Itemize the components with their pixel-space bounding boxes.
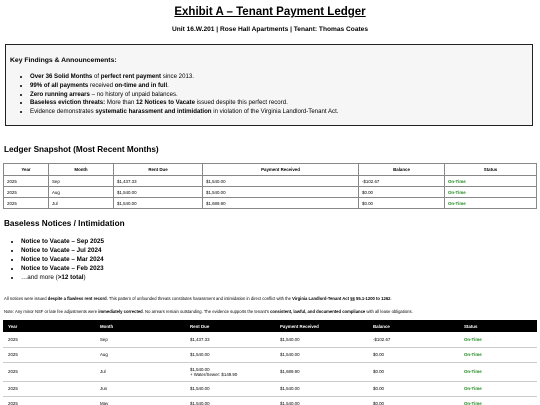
column-header: Payment Received: [280, 323, 319, 329]
cell-payment: $1,540.00: [275, 332, 368, 347]
cell-year: 2025: [3, 396, 95, 405]
cell-rent-due: $1,437.33: [185, 332, 275, 347]
finding-item: [30, 82, 338, 91]
page-subtitle: Unit 16.W.201 | Rose Hall Apartments | Tenant: Thomas Coates: [171, 26, 369, 33]
statement-text: . This pattern of unfounded threats constitutes harassment and intimidation in direct conflict with the: [106, 296, 293, 301]
statement-bold: despite a flawless rent record: [47, 296, 107, 301]
table-row: [3, 381, 537, 396]
cell-rent-due: $1,540.00: [185, 347, 275, 362]
column-header: Status: [445, 164, 537, 176]
note-text: Note: Any minor NSF or late fee adjustments were: [4, 309, 99, 314]
notice-item: • Notice to Vacate – Mar 2024: [21, 255, 104, 264]
table-row: [3, 396, 537, 405]
cell-month: Sep: [49, 176, 114, 187]
cell-balance: $0.00: [359, 198, 445, 209]
cell-balance: -$102.67: [368, 332, 459, 347]
cell-year: 2025: [4, 198, 49, 209]
cell-status: On-Time: [459, 347, 537, 362]
cell-month: Jul: [49, 198, 114, 209]
cell-rent-due: $1,540.00: [185, 381, 275, 396]
finding-bold: Over 36 Solid Months: [30, 73, 93, 80]
column-header: Month: [49, 164, 114, 176]
cell-month: May: [95, 396, 185, 405]
finding-item: [30, 91, 338, 100]
cell-status: On-Time: [459, 396, 537, 405]
findings-heading: Key Findings & Announcements:: [10, 57, 117, 64]
table-row: [4, 187, 537, 198]
finding-item: [30, 108, 338, 117]
statement-bold: Virginia Landlord-Tenant Act §§ 55.1-1200 to 1262: [292, 296, 391, 301]
table-row: [3, 347, 537, 362]
table-row: [3, 362, 537, 381]
table-row: [3, 332, 537, 347]
cell-balance: $0.00: [368, 381, 459, 396]
cell-payment: $1,540.00: [275, 396, 368, 405]
note-text: with all lease obligations.: [365, 309, 413, 314]
cell-rent-due: $1,540.00: [114, 198, 203, 209]
harassment-statement: [4, 296, 536, 301]
notice-item: • Notice to Vacate – Sep 2025: [21, 237, 104, 246]
finding-bold: systematic harassment and intimidation: [95, 108, 212, 116]
cell-year: 2025: [3, 381, 95, 396]
cell-month: Jul: [95, 362, 185, 381]
cell-month: Aug: [49, 187, 114, 198]
notice-item: • Notice to Vacate – Feb 2023: [21, 264, 104, 273]
finding-item: [30, 99, 338, 108]
cell-year: 2025: [4, 176, 49, 187]
finding-bold: 12 Notices to Vacate: [136, 99, 195, 107]
snapshot-heading: Ledger Snapshot (Most Recent Months): [4, 145, 159, 154]
page-title: Exhibit A – Tenant Payment Ledger: [174, 6, 366, 18]
finding-text: More than: [105, 99, 137, 107]
finding-text: Evidence demonstrates: [30, 108, 96, 116]
cell-status: On-Time: [459, 362, 537, 381]
cell-year: 2025: [3, 332, 95, 347]
column-header: Year: [4, 164, 49, 176]
statement-text: .: [390, 296, 392, 301]
column-header: Balance: [359, 164, 445, 176]
finding-text: received: [88, 81, 115, 89]
cell-year: 2025: [3, 362, 95, 381]
cell-payment: $1,540.00: [275, 381, 368, 396]
adjustments-note: [4, 309, 536, 314]
cell-payment: $1,689.90: [275, 362, 368, 381]
column-header: Balance: [373, 323, 390, 329]
finding-bold: on-time and in full: [114, 81, 168, 89]
cell-year: 2025: [4, 187, 49, 198]
notice-item-more: [21, 273, 104, 282]
notice-more-count: >12 total: [57, 274, 84, 282]
cell-payment: $1,540.00: [203, 176, 359, 187]
findings-list: [19, 73, 338, 117]
cell-balance: $0.00: [368, 396, 459, 405]
column-header: Year: [8, 323, 18, 329]
snapshot-table: [3, 163, 537, 209]
cell-month: Sep: [95, 332, 185, 347]
cell-status: On-Time: [459, 332, 537, 347]
notice-item: • Notice to Vacate – Jul 2024: [21, 246, 104, 255]
key-findings-box: [5, 44, 533, 126]
finding-text: of: [92, 73, 101, 80]
rent-amount: $1,540.00: [190, 366, 210, 372]
rent-surcharge: + Water/Sewer: $149.90: [190, 371, 238, 377]
column-header: Rent Due: [114, 164, 203, 176]
cell-payment: $1,540.00: [275, 347, 368, 362]
cell-payment: $1,540.00: [203, 187, 359, 198]
finding-bold: Zero running arrears: [30, 90, 90, 98]
finding-bold: Baseless eviction threats:: [30, 99, 106, 107]
finding-bold: 99% of all payments: [30, 81, 89, 89]
cell-balance: -$102.67: [359, 176, 445, 187]
note-text: . No arrears remain outstanding. The evidence supports the tenant's: [142, 309, 271, 314]
column-header: Status: [464, 323, 478, 329]
column-header: Rent Due: [190, 323, 210, 329]
finding-text: .: [167, 81, 169, 89]
finding-text: since 2013.: [161, 73, 194, 80]
cell-balance: $0.00: [368, 347, 459, 362]
cell-balance: $0.00: [368, 362, 459, 381]
finding-text: in violation of the Virginia Landlord-Tenant Act.: [211, 108, 339, 116]
notice-more-suffix: ): [83, 274, 86, 282]
cell-rent-due: [185, 362, 275, 381]
notice-more-prefix: …and more (: [21, 274, 58, 282]
cell-status: On-Time: [445, 198, 537, 209]
table-row: [4, 198, 537, 209]
finding-text: – no history of unpaid balances.: [89, 90, 178, 98]
column-header: Month: [100, 323, 114, 329]
cell-status: On-Time: [459, 381, 537, 396]
finding-bold: perfect rent payment: [100, 73, 162, 80]
finding-item: [30, 73, 338, 82]
statement-text: All notices were issued: [4, 296, 48, 301]
snapshot-header-row: [4, 164, 537, 176]
cell-status: On-Time: [445, 187, 537, 198]
notices-heading: Baseless Notices / Intimidation: [4, 219, 125, 228]
cell-month: Jun: [95, 381, 185, 396]
full-ledger-table: [3, 320, 537, 405]
full-ledger-header-row: [3, 320, 537, 332]
cell-rent-due: $1,540.00: [114, 187, 203, 198]
cell-status: On-Time: [445, 176, 537, 187]
note-bold: immediately corrected: [98, 309, 143, 314]
cell-payment: $1,689.90: [203, 198, 359, 209]
cell-year: 2025: [3, 347, 95, 362]
cell-month: Aug: [95, 347, 185, 362]
column-header: Payment Received: [203, 164, 359, 176]
note-bold: consistent, lawful, and documented compliance: [270, 309, 366, 314]
cell-rent-due: $1,540.00: [185, 396, 275, 405]
cell-balance: $0.00: [359, 187, 445, 198]
notices-list: [12, 237, 104, 282]
finding-text: issued despite this perfect record.: [194, 99, 288, 107]
table-row: [4, 176, 537, 187]
cell-rent-due: $1,437.33: [114, 176, 203, 187]
